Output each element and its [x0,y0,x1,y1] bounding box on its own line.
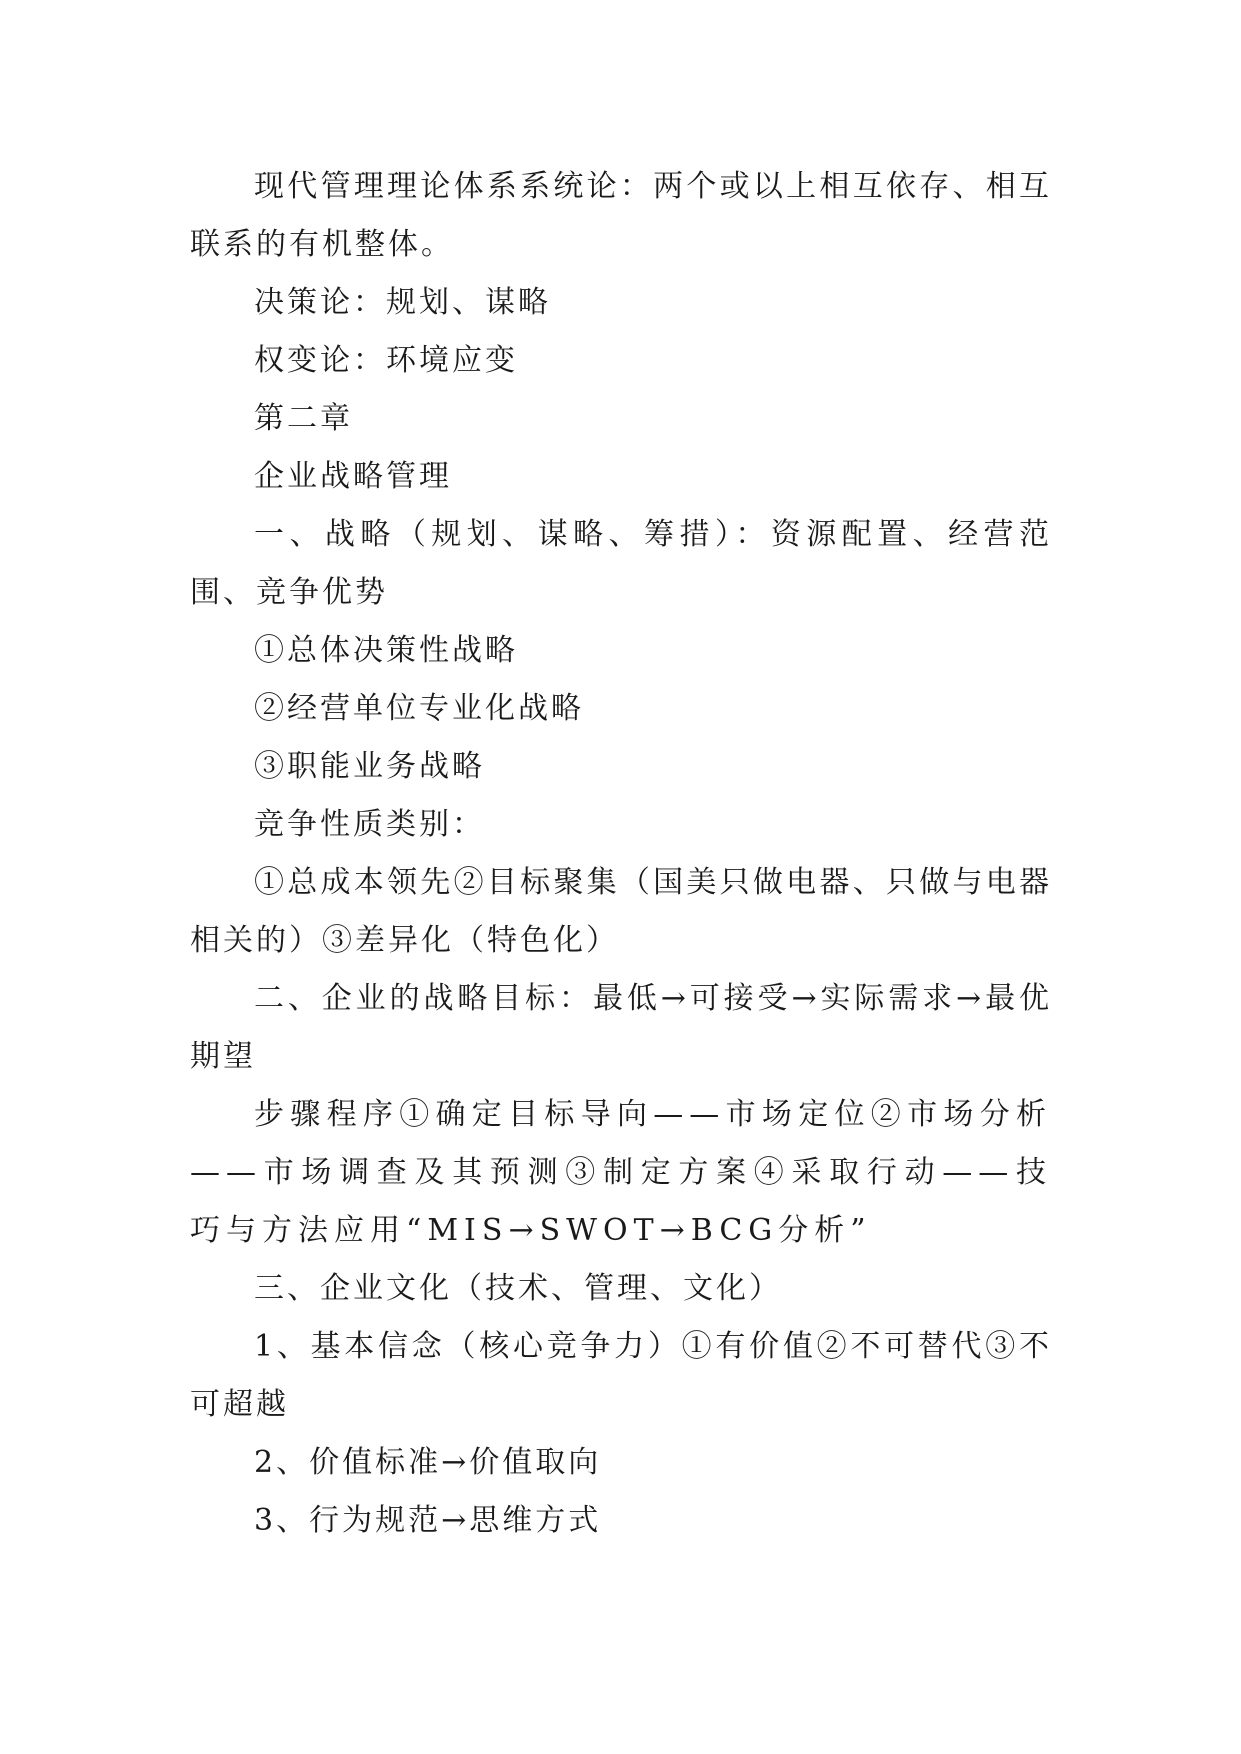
paragraph-management-theory-system: 现代管理理论体系系统论：两个或以上相互依存、相互联系的有机整体。 [190,169,1052,262]
paragraph-strategic-goals: 二、企业的战略目标：最低→可接受→实际需求→最优期望 [190,981,1052,1074]
list-item-behavior-norms: 3、行为规范→思维方式 [254,1503,602,1538]
paragraph-corporate-culture: 三、企业文化（技术、管理、文化） [254,1271,782,1306]
paragraph-competition-types: ①总成本领先②目标聚集（国美只做电器、只做与电器相关的）③差异化（特色化） [190,865,1052,958]
paragraph-strategy-definition: 一、战略（规划、谋略、筹措）：资源配置、经营范围、竞争优势 [190,517,1052,610]
paragraph-decision-theory: 决策论：规划、谋略 [254,285,551,320]
paragraph-contingency-theory: 权变论：环境应变 [254,343,518,378]
list-item-value-standards: 2、价值标准→价值取向 [254,1445,602,1480]
list-item-overall-strategy: ①总体决策性战略 [254,633,518,668]
chapter-title: 企业战略管理 [254,459,452,494]
paragraph-competition-types-heading: 竞争性质类别： [254,807,485,842]
chapter-heading: 第二章 [254,401,353,436]
list-item-basic-beliefs: 1、基本信念（核心竞争力）①有价值②不可替代③不可超越 [190,1329,1052,1422]
list-item-functional-strategy: ③职能业务战略 [254,749,485,784]
paragraph-procedure-steps: 步骤程序①确定目标导向——市场定位②市场分析——市场调查及其预测③制定方案④采取行动——技巧与方法应用“MIS→SWOT→BCG分析” [190,1097,1052,1248]
document-body [190,158,1052,1550]
list-item-business-unit-strategy: ②经营单位专业化战略 [254,691,584,726]
